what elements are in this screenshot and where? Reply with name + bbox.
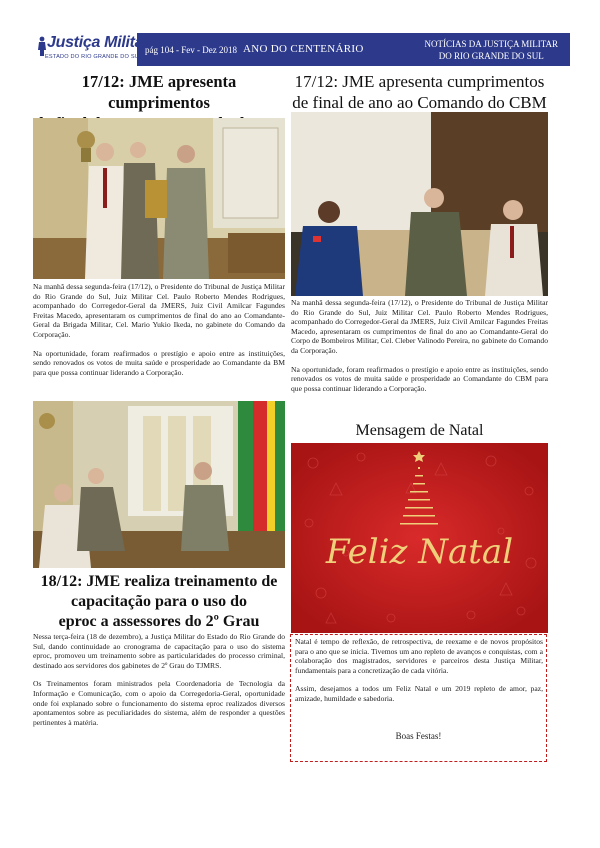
article-cbm-paragraph-1: Na manhã dessa segunda-feira (17/12), o Presidente do Tribunal de Justiça Militar do Rio Grande do Sul, Juiz Militar Cel. Paulo Roberto Mendes Rodrigues, acompanhado do Corregedor-Geral da JMERS, Juiz Civil Amilcar Fagundes Freitas Macedo, apresentaram os cumprimentos de final do ano ao Comandante-Geral do Corpo de Bombeiros Militar, Cel. Cleber Valinodo Pereira, no gabinete do Comando da Corporação. <box>291 298 548 355</box>
christmas-card-text: Feliz Natal <box>325 532 514 572</box>
article-cbm-title-line1: 17/12: JME apresenta cumprimentos <box>294 72 545 91</box>
publication-name-line1: NOTÍCIAS DA JUSTIÇA MILITAR <box>424 39 558 49</box>
article-training-body <box>33 632 285 736</box>
article-training-title-line2: capacitação para o uso do <box>71 593 247 610</box>
article-training-paragraph-2: Os Treinamentos foram ministrados pela Coordenadoria de Tecnologia da Informação e Comunicação, com o apoio da Corregedoria-Geral, oportunidade onde foi explanado sobre o funcionamento do sistema eproc realizados diversos apontamentos sobre as peculiaridades do sistema, além de responder a questões pertinentes à matéria. <box>33 679 285 727</box>
soldier-logo-icon <box>37 36 47 56</box>
publication-name <box>424 38 558 62</box>
publication-name-line2: DO RIO GRANDE DO SUL <box>438 51 544 61</box>
article-cbm-paragraph-2: Na oportunidade, foram reafirmados o prestígio e apoio entre as instituições, sendo renovados os votos de muita saúde e prosperidade ao Comandante do CBM para que possa continuar liderando a Corporação. <box>291 364 548 393</box>
christmas-card <box>291 443 548 633</box>
christmas-message-box <box>290 634 547 762</box>
article-bm-photo <box>33 118 285 279</box>
centenary-label: ANO DO CENTENÁRIO <box>243 43 364 55</box>
article-bm-title-line1: 17/12: JME apresenta cumprimentos <box>81 72 237 112</box>
article-cbm-photo <box>291 112 548 296</box>
article-cbm-title-line2: de final de ano ao Comando do CBM <box>292 93 547 112</box>
article-bm-paragraph-2: Na oportunidade, foram reafirmados o prestígio e apoio entre as instituições, sendo renovados os votos de muita saúde e prosperidade ao Comandante da BM para que possa continuar liderando a Corporação. <box>33 348 285 377</box>
article-training-title-line1: 18/12: JME realiza treinamento de <box>40 573 278 590</box>
article-bm-body <box>33 282 285 386</box>
christmas-paragraph-1: Natal é tempo de reflexão, de retrospectiva, de reexame e de novos propósitos para o ano que se inicia. Tivemos um ano repleto de avanços e conquistas, com a colaboração dos magistrados, servidores e parceiros desta Justiça Militar, fundamentais para a concretização de cada vitória. <box>295 637 543 675</box>
article-bm-paragraph-1: Na manhã dessa segunda-feira (17/12), o Presidente do Tribunal de Justiça Militar do Rio Grande do Sul, Juiz Militar Cel. Paulo Roberto Mendes Rodrigues, acompanhado do Corregedor-Geral da JMERS, Juiz Civil Amilcar Fagundes Freitas Macedo, apresentaram os cumprimentos de final do ano ao Comandante-Geral da Brigada Militar, Cel. Mario Yukio Ikeda, no gabinete do Comando da Corporação. <box>33 282 285 339</box>
christmas-paragraph-2: Assim, desejamos a todos um Feliz Natal e um 2019 repleto de amor, paz, amizade, humildade e sabedoria. <box>295 684 543 703</box>
article-cbm-title <box>291 71 548 113</box>
logo <box>33 33 150 66</box>
article-training-paragraph-1: Nessa terça-feira (18 de dezembro), a Justiça Militar do Estado do Rio Grande do Sul, dando continuidade ao cronograma de capacitação para o uso do sistema eproc, promoveu um treinamento sobre as particularidades do processo criminal, destinado aos servidores dos gabinetes de 2º Grau do TJMRS. <box>33 632 285 670</box>
article-training-title <box>33 572 285 632</box>
article-training-photo <box>33 401 285 568</box>
masthead <box>33 33 570 66</box>
logo-subtitle: ESTADO DO RIO GRANDE DO SUL <box>45 54 143 60</box>
christmas-title: Mensagem de Natal <box>355 422 484 439</box>
issue-info: pág 104 - Fev - Dez 2018 <box>145 45 237 55</box>
article-cbm-body <box>291 298 548 402</box>
christmas-closing: Boas Festas! <box>395 731 442 741</box>
logo-title: Justiça Militar <box>47 34 150 51</box>
article-training-title-line3: eproc a assessores do 2º Grau <box>58 613 260 630</box>
christmas-message-text <box>295 637 543 713</box>
